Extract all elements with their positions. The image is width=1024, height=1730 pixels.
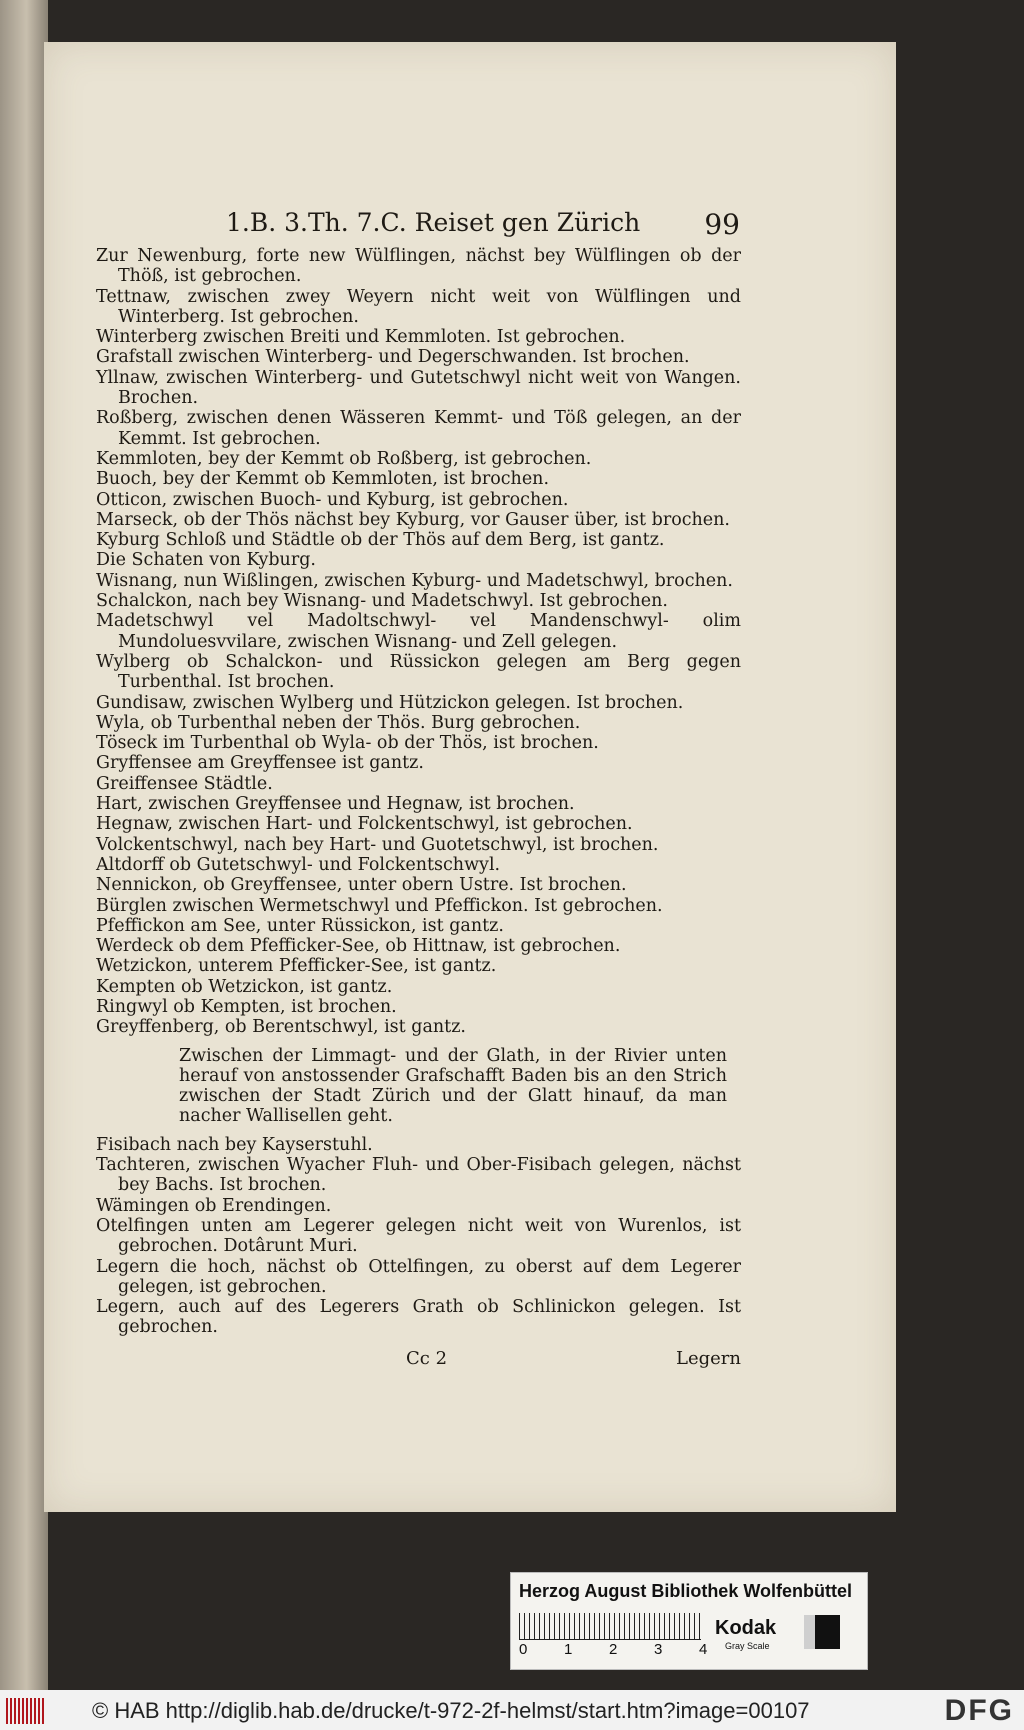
list-item: Yllnaw, zwischen Winterberg- und Gutetschwyl nicht weit von Wangen. Brochen. — [96, 367, 741, 409]
list-item: Otticon, zwischen Buoch- und Kyburg, ist gebrochen. — [96, 489, 569, 510]
list-item: Marseck, ob der Thös nächst bey Kyburg, vor Gauser über, ist brochen. — [96, 509, 730, 530]
list-item: Tachteren, zwischen Wyacher Fluh- und Ober-Fisibach gelegen, nächst bey Bachs. Ist brochen. — [96, 1155, 741, 1196]
gray-swatch — [804, 1615, 840, 1649]
list-item: Wylberg ob Schalckon- und Rüssickon gelegen am Berg gegen Turbenthal. Ist brochen. — [96, 651, 741, 693]
list-item: Zur Newenburg, forte new Wülflingen, nächst bey Wülflingen ob der Thöß, ist gebrochen. — [96, 246, 741, 287]
scale-numbers — [519, 1641, 709, 1659]
left-page-edge — [0, 0, 48, 1690]
list-item: Schalckon, nach bey Wisnang- und Madetschwyl. Ist gebrochen. — [96, 591, 668, 612]
list-item: Fisibach nach bey Kayserstuhl. — [96, 1134, 373, 1155]
list-item: Wämingen ob Erendingen. — [96, 1195, 332, 1216]
source-url[interactable]: © HAB http://diglib.hab.de/drucke/t-972-2f-helmst/start.htm?image=00107 — [92, 1698, 810, 1723]
list-item: Buoch, bey der Kemmt ob Kemmloten, ist brochen. — [96, 469, 550, 490]
list-item: Pfeffickon am See, unter Rüssickon, ist gantz. — [96, 915, 504, 936]
list-item: Greyffenberg, ob Berentschwyl, ist gantz. — [96, 1017, 466, 1038]
list-item: Madetschwyl vel Madoltschwyl- vel Mandenschwyl- olim Mundoluesvvilare, zwischen Wisnang- und Zell gelegen. — [96, 611, 741, 652]
list-item: Ringwyl ob Kempten, ist brochen. — [96, 996, 397, 1017]
list-item: Volckentschwyl, nach bey Hart- und Guotetschwyl, ist brochen. — [96, 834, 659, 855]
list-item: Legern die hoch, nächst ob Ottelfingen, zu oberst auf dem Legerer gelegen, ist gebrochen. — [96, 1256, 741, 1297]
list-item: Gundisaw, zwischen Wylberg und Hützickon gelegen. Ist brochen. — [96, 692, 684, 713]
list-item: Altdorff ob Gutetschwyl- und Folckentschwyl. — [96, 854, 501, 875]
page-number: 99 — [704, 208, 740, 241]
list-item: Grafstall zwischen Winterberg- und Degerschwanden. Ist brochen. — [96, 347, 690, 368]
running-head — [226, 208, 740, 241]
list-item: Wyla, ob Turbenthal neben der Thös. Burg gebrochen. — [96, 712, 581, 733]
scale-number: 0 — [519, 1641, 528, 1658]
list-item: Kemmloten, bey der Kemmt ob Roßberg, ist gebrochen. — [96, 448, 592, 469]
list-item: Bürglen zwischen Wermetschwyl und Pfeffickon. Ist gebrochen. — [96, 895, 663, 916]
list-item: Hart, zwischen Greyffensee und Hegnaw, ist brochen. — [96, 794, 575, 815]
list-item: Hegnaw, zwischen Hart- und Folckentschwyl, ist gebrochen. — [96, 814, 633, 835]
list-item: Legern, auch auf des Legerers Grath ob Schlinickon gelegen. Ist gebrochen. — [96, 1297, 741, 1338]
signature-mark: Cc 2 — [406, 1348, 448, 1369]
barcode-icon — [6, 1698, 44, 1724]
library-name: Herzog August Bibliothek Wolfenbüttel — [519, 1581, 852, 1601]
scale-number: 1 — [564, 1641, 573, 1658]
scale-ruler — [519, 1613, 701, 1640]
catchword: Legern — [676, 1348, 741, 1369]
list-item: Roßberg, zwischen denen Wässeren Kemmt- und Töß gelegen, an der Kemmt. Ist gebrochen. — [96, 408, 741, 449]
entry-list — [96, 246, 741, 1338]
scale-number: 2 — [609, 1641, 618, 1658]
list-item: Nennickon, ob Greyffensee, unter obern Ustre. Ist brochen. — [96, 875, 627, 896]
running-head-title: 1.B. 3.Th. 7.C. Reiset gen Zürich — [226, 208, 641, 237]
dfg-logo: DFG — [944, 1694, 1014, 1727]
list-item: Wetzickon, unterem Pfefficker-See, ist gantz. — [96, 956, 497, 977]
list-item: Die Schaten von Kyburg. — [96, 550, 316, 571]
list-item: Werdeck ob dem Pfefficker-See, ob Hittnaw, ist gebrochen. — [96, 936, 621, 957]
list-item: Kempten ob Wetzickon, ist gantz. — [96, 976, 393, 997]
list-item: Tettnaw, zwischen zwey Weyern nicht weit von Wülflingen und Winterberg. Ist gebrochen. — [96, 286, 741, 327]
list-item: Winterberg zwischen Breiti und Kemmloten. Ist gebrochen. — [96, 327, 626, 348]
scale-number: 3 — [654, 1641, 663, 1658]
scale-number: 4 — [699, 1641, 708, 1658]
list-item: Greiffensee Städtle. — [96, 773, 273, 794]
list-item: Wisnang, nun Wißlingen, zwischen Kyburg- und Madetschwyl, brochen. — [96, 570, 733, 591]
viewer-footer — [0, 1690, 1024, 1730]
section-note: Zwischen der Limmagt- und der Glath, in der Rivier unten herauf von anstossender Grafschafft Baden bis an den Strich zwischen der Stadt Zürich und der Glatt hinauf, da man nacher Wallisellen geht. — [179, 1045, 727, 1127]
kodak-logo: Kodak — [715, 1617, 777, 1639]
page-foot — [96, 1348, 741, 1372]
color-calibration-card — [510, 1572, 868, 1670]
list-item: Töseck im Turbenthal ob Wyla- ob der Thös, ist brochen. — [96, 733, 599, 754]
list-item: Kyburg Schloß und Städtle ob der Thös auf dem Berg, ist gantz. — [96, 530, 665, 551]
list-item: Otelfingen unten am Legerer gelegen nicht weit von Wurenlos, ist gebrochen. Dotârunt Muri. — [96, 1215, 741, 1257]
list-item: Gryffensee am Greyffensee ist gantz. — [96, 753, 424, 774]
kodak-subtitle: Gray Scale — [725, 1641, 770, 1651]
